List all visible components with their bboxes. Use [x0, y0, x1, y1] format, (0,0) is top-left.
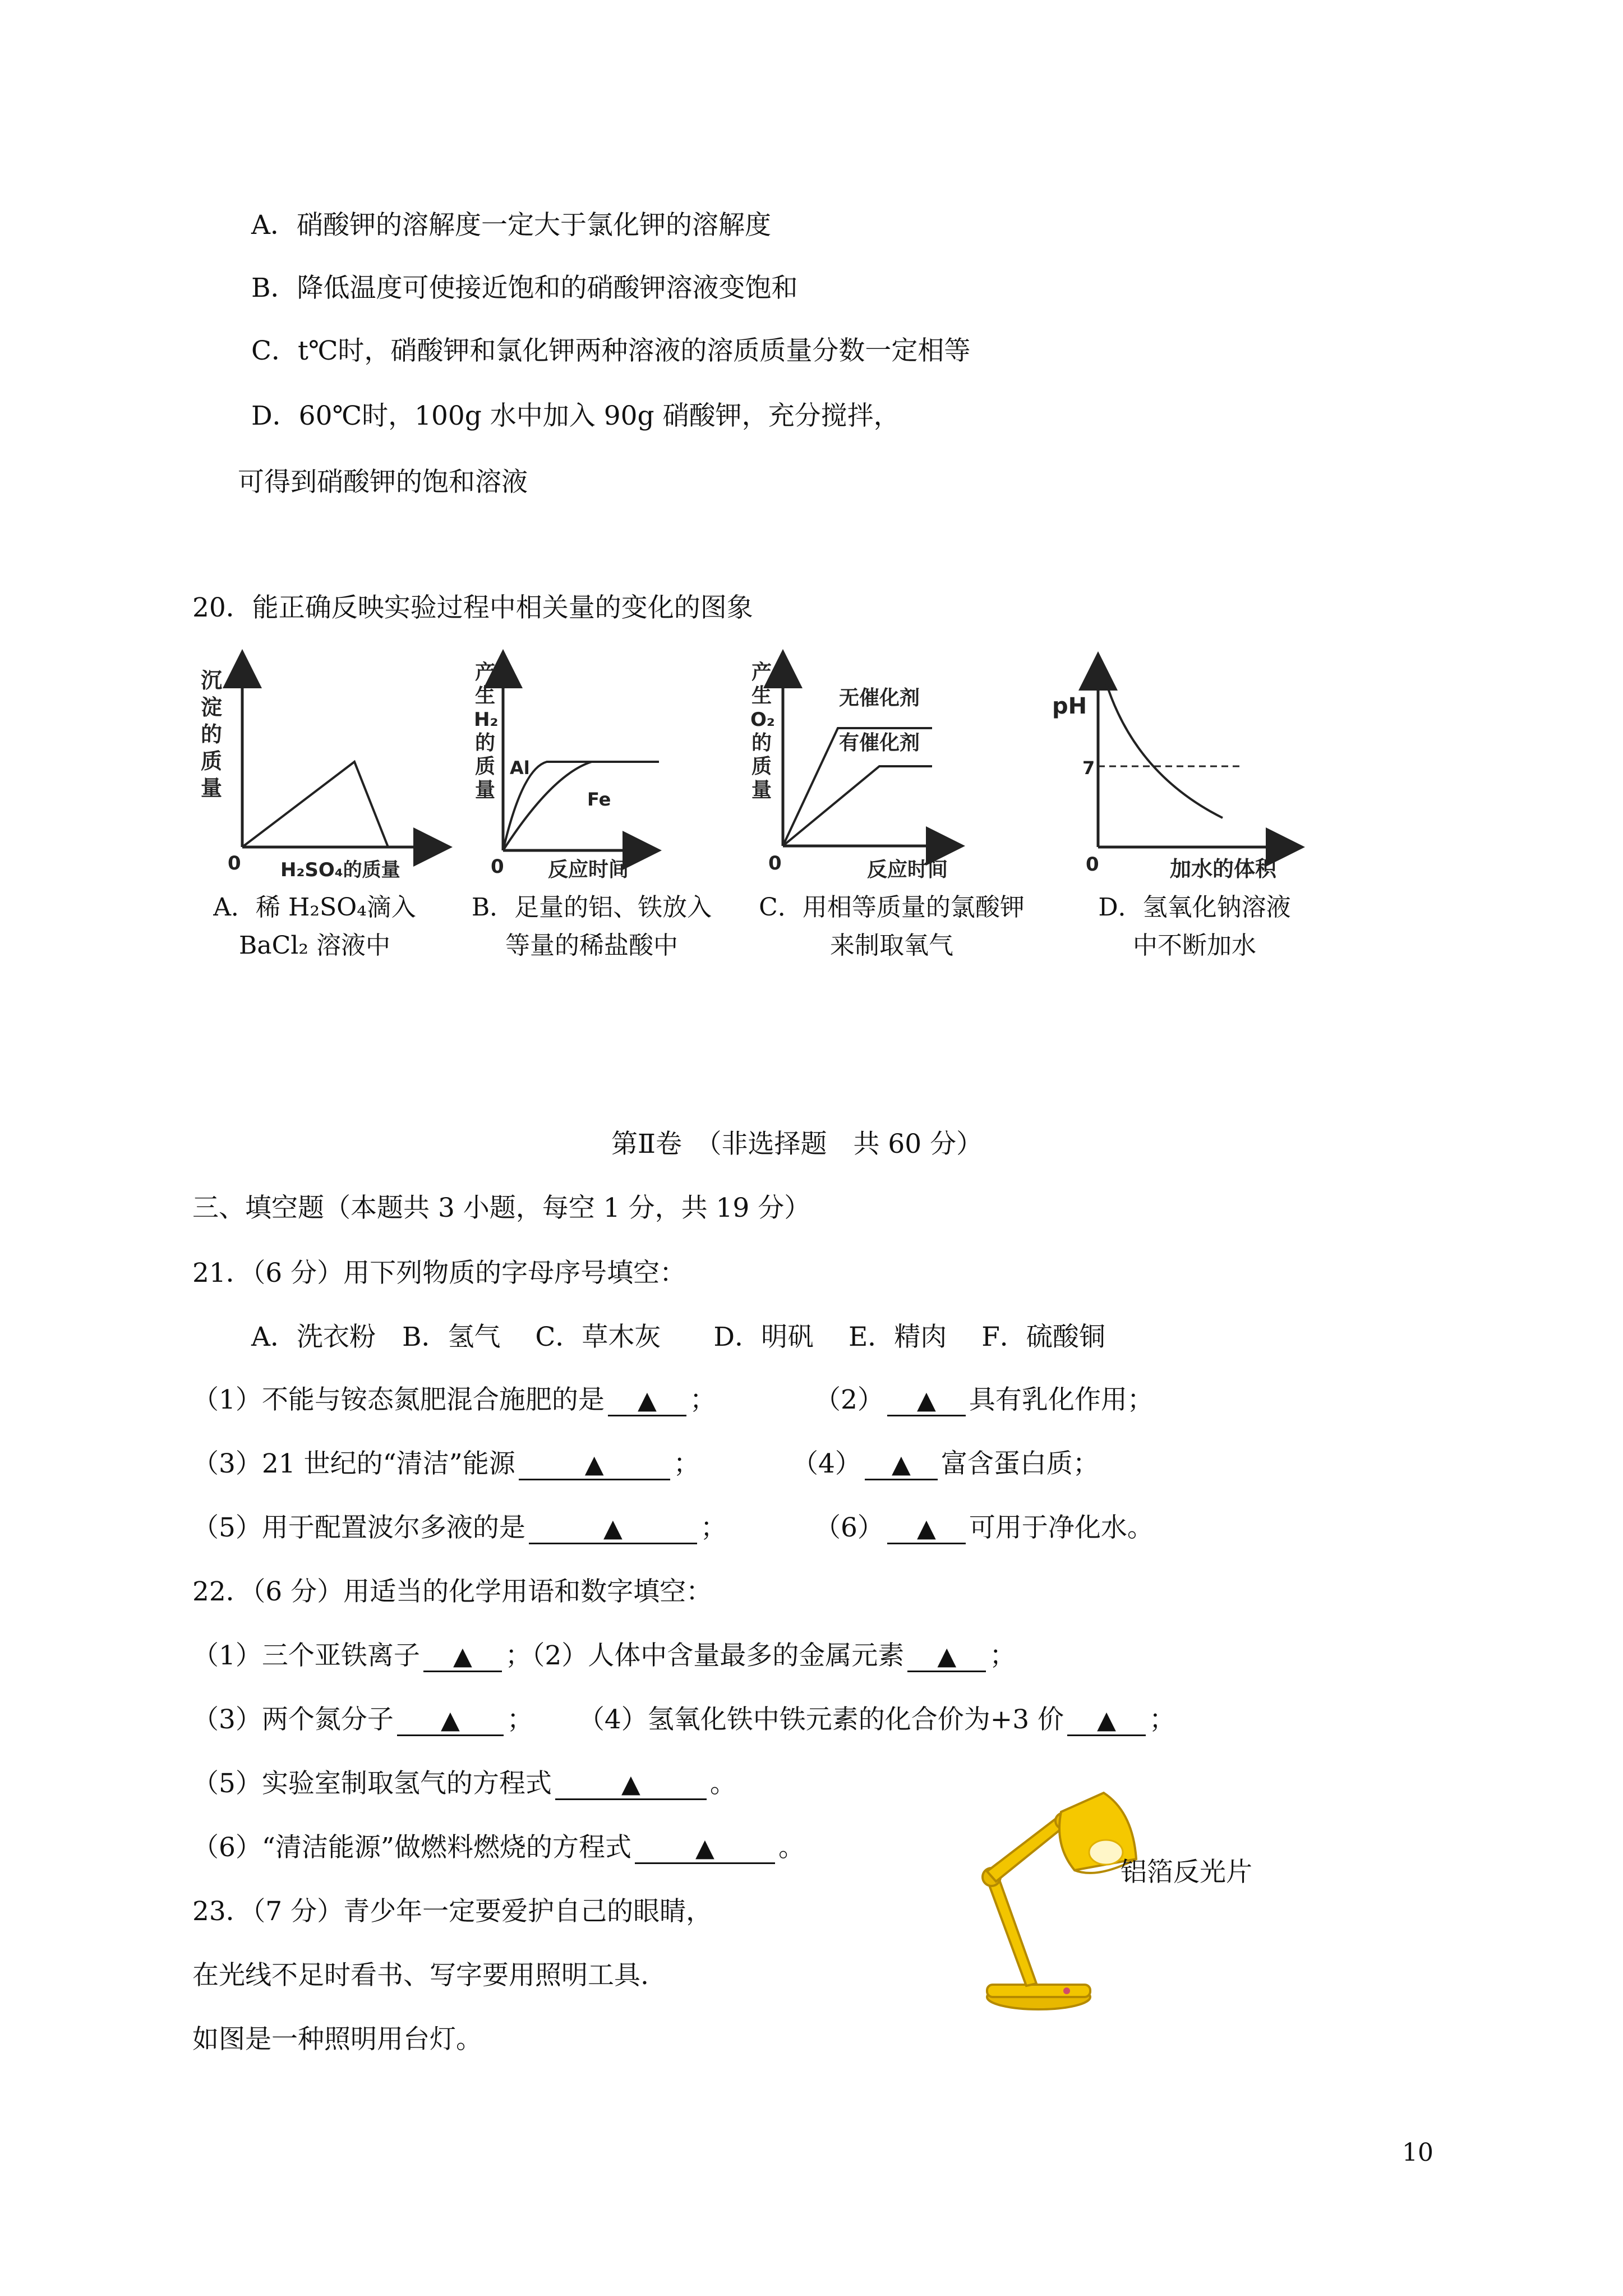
q22-line-4: [192, 1831, 805, 1865]
triangle-icon: ▲: [440, 1706, 460, 1734]
graph-d-xlabel: 加水的体积: [1170, 857, 1277, 881]
section3-heading: 三、填空题（本题共 3 小题，每空 1 分，共 19 分）: [192, 1193, 811, 1223]
graph-a-caption-1: A．稀 H₂SO₄滴入: [213, 893, 416, 922]
q21-options: A．洗衣粉 B．氢气 C．草木灰 D．明矾 E．精肉 F．硫酸铜: [251, 1322, 1105, 1352]
graph-d-ref-7: 7: [1082, 757, 1095, 779]
q23-line-3: 如图是一种照明用台灯。: [192, 2024, 482, 2055]
graph-d-origin: 0: [1086, 853, 1099, 876]
semicolon: ；: [989, 1640, 1016, 1671]
q21-item-5-blank[interactable]: [529, 1514, 697, 1544]
q21-item-2-text: （2）: [814, 1384, 884, 1415]
triangle-icon: ▲: [603, 1514, 623, 1543]
graph-a: [191, 662, 443, 889]
triangle-icon: ▲: [891, 1450, 911, 1479]
q21-item-5: [192, 1511, 727, 1545]
q19-option-b: B．降低温度可使接近饱和的硝酸钾溶液变饱和: [251, 273, 798, 303]
graph-b-caption-1: B．足量的铝、铁放入: [471, 893, 712, 922]
graph-a-ylabel-1: 沉: [201, 668, 223, 693]
q19-option-d-cont: 可得到硝酸钾的饱和溶液: [238, 467, 528, 498]
graph-b-ylabel-1: 产: [475, 661, 496, 684]
graph-b: [468, 662, 693, 889]
q23-line-2: 在光线不足时看书、写字要用照明工具.: [192, 1960, 649, 1991]
page-number: 10: [1402, 2138, 1433, 2167]
period: 。: [778, 1832, 805, 1863]
q19-option-a: A．硝酸钾的溶解度一定大于氯化钾的溶解度: [251, 210, 771, 241]
graph-c-xlabel: 反应时间: [867, 858, 948, 881]
triangle-icon: ▲: [695, 1834, 714, 1862]
q21-item-4: [792, 1447, 1099, 1481]
q21-item-3-text: （3）21 世纪的“清洁”能源: [192, 1448, 515, 1479]
graph-d: [1043, 662, 1301, 889]
lamp-upper-arm: [987, 1816, 1066, 1881]
graph-a-caption-2: BaCl₂ 溶液中: [239, 931, 390, 960]
graph-c-line-catalyst: [783, 766, 932, 846]
q22-item-5-blank[interactable]: [555, 1770, 707, 1800]
graph-c-ylabel-5: 质: [751, 755, 772, 778]
q22-item-1-blank[interactable]: [423, 1642, 502, 1672]
graph-b-ylabel-3: H₂: [474, 708, 499, 731]
q21-item-6-text: （6）: [814, 1512, 884, 1543]
graph-c-caption-1: C．用相等质量的氯酸钾: [759, 893, 1025, 922]
q21-item-2: [814, 1383, 1154, 1417]
graph-b-caption-2: 等量的稀盐酸中: [505, 931, 678, 960]
triangle-icon: ▲: [1097, 1706, 1116, 1734]
lamp-base-top: [987, 1985, 1090, 1997]
q21-item-2-text-b: 具有乳化作用；: [969, 1384, 1154, 1415]
semicolon: ；: [700, 1512, 727, 1543]
lamp-reflector-label: 铝箔反光片: [1121, 1857, 1252, 1888]
graph-c-ylabel-6: 量: [751, 779, 772, 802]
q23-stem: 23．（7 分）青少年一定要爱护自己的眼睛，: [192, 1896, 713, 1927]
semicolon: ；: [1149, 1704, 1176, 1735]
q21-item-1: [192, 1383, 716, 1417]
graph-c-origin: 0: [768, 852, 782, 875]
semicolon: ；: [689, 1384, 716, 1415]
q22-item-3-blank[interactable]: [397, 1706, 504, 1736]
q21-item-6: [814, 1511, 1154, 1545]
graph-b-ylabel-2: 生: [475, 684, 496, 707]
graph-c-ylabel-1: 产: [751, 661, 772, 684]
part2-title: 第Ⅱ卷 （非选择题 共 60 分）: [611, 1129, 983, 1159]
graph-d-caption-1: D．氢氧化钠溶液: [1098, 893, 1291, 922]
q22-item-3-text: （3）两个氮分子: [192, 1704, 394, 1735]
q21-item-3-blank[interactable]: [519, 1450, 670, 1480]
graph-a-origin: 0: [228, 852, 241, 875]
q22-stem: 22．（6 分）用适当的化学用语和数字填空：: [192, 1576, 713, 1607]
desk-lamp-illustration: [965, 1789, 1166, 2016]
graph-c-ylabel-3: O₂: [750, 708, 775, 731]
graph-c-label-catalyst: 有催化剂: [839, 731, 920, 754]
q22-item-4-text: （4）氢氧化铁中铁元素的化合价为+3 价: [578, 1704, 1064, 1735]
q21-item-4-text: （4）: [792, 1448, 861, 1479]
q21-item-6-text-b: 可用于净化水。: [969, 1512, 1154, 1543]
q21-stem: 21．（6 分）用下列物质的字母序号填空：: [192, 1258, 686, 1289]
triangle-icon: ▲: [916, 1514, 936, 1543]
graph-a-xlabel: H₂SO₄的质量: [280, 859, 400, 881]
graph-b-label-al: Al: [510, 757, 530, 779]
q21-item-3: [192, 1447, 700, 1481]
semicolon: ；: [505, 1640, 532, 1671]
q22-item-2-blank[interactable]: [907, 1642, 986, 1672]
triangle-icon: ▲: [916, 1386, 936, 1415]
q19-option-d: D．60℃时，100g 水中加入 90g 硝酸钾，充分搅拌，: [251, 401, 900, 431]
q22-item-6-blank[interactable]: [635, 1834, 775, 1864]
graph-d-caption-2: 中不断加水: [1133, 931, 1256, 960]
q21-item-4-blank[interactable]: [865, 1450, 938, 1480]
graph-b-ylabel-4: 的: [475, 731, 496, 754]
q21-item-1-text: （1）不能与铵态氮肥混合施肥的是: [192, 1384, 605, 1415]
graph-c-caption-2: 来制取氧气: [830, 931, 953, 960]
q22-line-2: [192, 1703, 1175, 1737]
graph-b-label-fe: Fe: [587, 789, 611, 810]
q20-stem: 20．能正确反映实验过程中相关量的变化的图象: [192, 592, 753, 623]
graph-c-ylabel-4: 的: [751, 731, 772, 754]
q22-line-3: [192, 1767, 736, 1801]
q21-item-1-blank[interactable]: [608, 1386, 686, 1416]
lamp-bulb: [1089, 1840, 1123, 1865]
triangle-icon: ▲: [937, 1642, 957, 1671]
q21-item-6-blank[interactable]: [887, 1514, 966, 1544]
semicolon: ；: [506, 1704, 533, 1735]
graph-a-ylabel-2: 淀: [201, 695, 223, 720]
q21-item-4-text-b: 富含蛋白质；: [940, 1448, 1099, 1479]
graph-a-ylabel-3: 的: [201, 722, 223, 747]
q22-item-4-blank[interactable]: [1067, 1706, 1146, 1736]
triangle-icon: ▲: [584, 1450, 604, 1479]
graph-b-ylabel-5: 质: [475, 755, 496, 778]
triangle-icon: ▲: [637, 1386, 657, 1415]
q22-line-1: [192, 1639, 1016, 1673]
graph-b-ylabel-6: 量: [475, 779, 496, 802]
q22-item-2-text: （2）人体中含量最多的金属元素: [531, 1640, 905, 1671]
triangle-icon: ▲: [621, 1770, 640, 1798]
semicolon: ；: [673, 1448, 700, 1479]
q21-item-2-blank[interactable]: [887, 1386, 966, 1416]
period: 。: [709, 1768, 736, 1799]
graph-b-xlabel: 反应时间: [548, 858, 629, 881]
lamp-switch-dot: [1063, 1987, 1070, 1994]
q21-item-5-text: （5）用于配置波尔多液的是: [192, 1512, 525, 1543]
graph-c-label-no-catalyst: 无催化剂: [839, 687, 920, 710]
graph-a-ylabel-5: 量: [201, 776, 223, 800]
lamp-lower-arm: [987, 1874, 1036, 1986]
q19-option-c: C．t℃时，硝酸钾和氯化钾两种溶液的溶质质量分数一定相等: [251, 335, 971, 366]
graph-a-curve: [242, 762, 388, 847]
graph-d-curve: [1106, 682, 1223, 818]
graph-b-origin: 0: [491, 855, 504, 878]
graph-c: [746, 662, 981, 889]
q22-item-1-text: （1）三个亚铁离子: [192, 1640, 420, 1671]
graph-d-ylabel: pH: [1052, 693, 1087, 719]
q22-item-6-text: （6）“清洁能源”做燃料燃烧的方程式: [192, 1832, 631, 1863]
graph-c-ylabel-2: 生: [751, 684, 772, 707]
triangle-icon: ▲: [453, 1642, 472, 1671]
q22-item-5-text: （5）实验室制取氢气的方程式: [192, 1768, 552, 1799]
graph-a-ylabel-4: 质: [201, 749, 223, 774]
